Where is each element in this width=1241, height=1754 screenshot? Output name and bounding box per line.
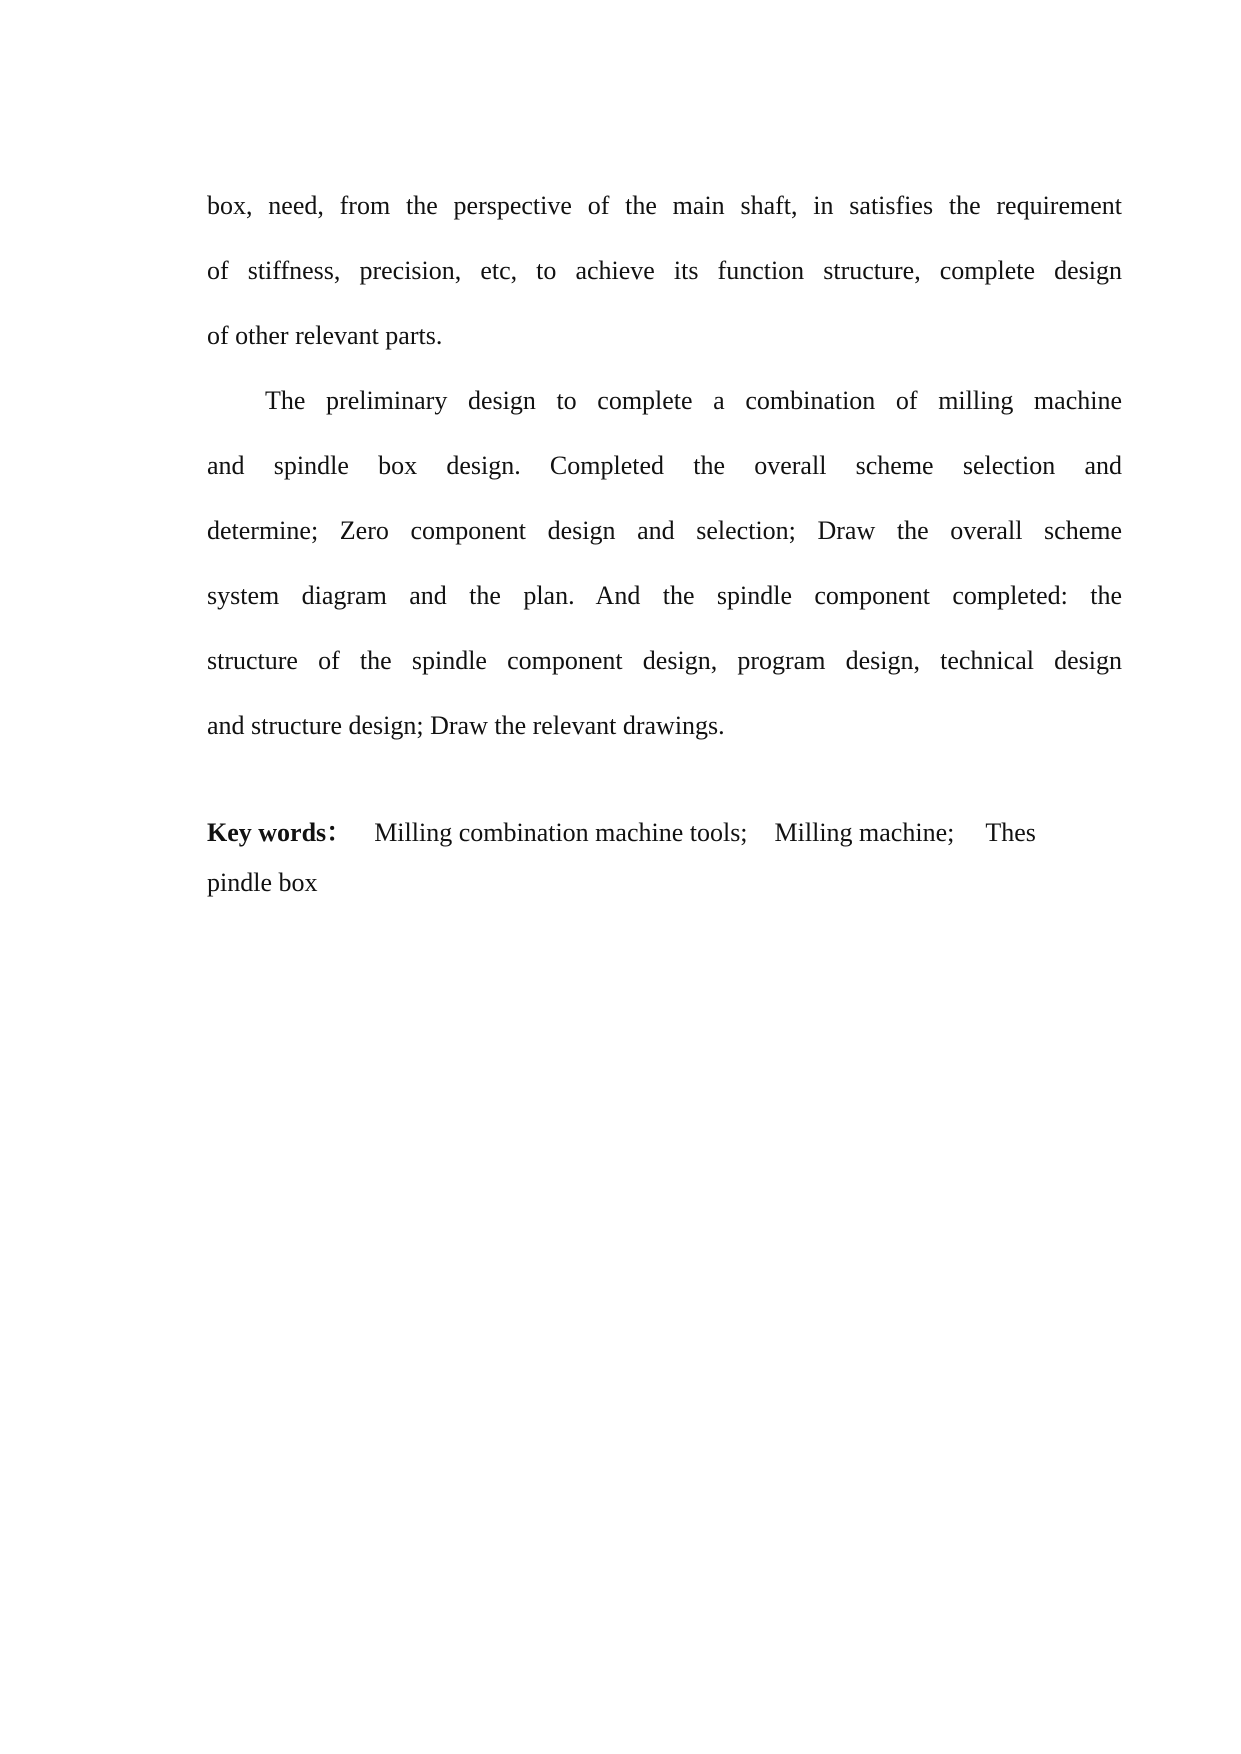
abstract-body xyxy=(207,188,1122,773)
keyword-item: Thes xyxy=(985,818,1036,847)
paragraph-2 xyxy=(207,383,1122,773)
keyword-item: pindle box xyxy=(207,868,318,897)
keywords-section xyxy=(207,815,1122,915)
paragraph-1 xyxy=(207,188,1122,383)
paragraph-line: structure of the spindle component design, program design, technical design xyxy=(207,646,1122,675)
paragraph-line: The preliminary design to complete a combination of milling machine xyxy=(265,386,1122,415)
paragraph-line: system diagram and the plan. And the spindle component completed: the xyxy=(207,581,1122,610)
keyword-item: Milling combination machine tools; xyxy=(374,818,748,847)
paragraph-line: box, need, from the perspective of the main shaft, in satisfies the requirement xyxy=(207,191,1122,220)
keywords-line xyxy=(207,865,1122,915)
paragraph-line: and structure design; Draw the relevant drawings. xyxy=(207,711,725,740)
paragraph-line: of stiffness, precision, etc, to achieve its function structure, complete design xyxy=(207,256,1122,285)
keywords-line xyxy=(207,815,1122,865)
paragraph-line: determine; Zero component design and selection; Draw the overall scheme xyxy=(207,516,1122,545)
keyword-item: Milling machine; xyxy=(774,818,955,847)
paragraph-line: and spindle box design. Completed the overall scheme selection and xyxy=(207,451,1122,480)
keywords-label: Key words xyxy=(207,818,327,847)
keywords-separator: ： xyxy=(326,818,353,847)
paragraph-line: of other relevant parts. xyxy=(207,321,443,350)
